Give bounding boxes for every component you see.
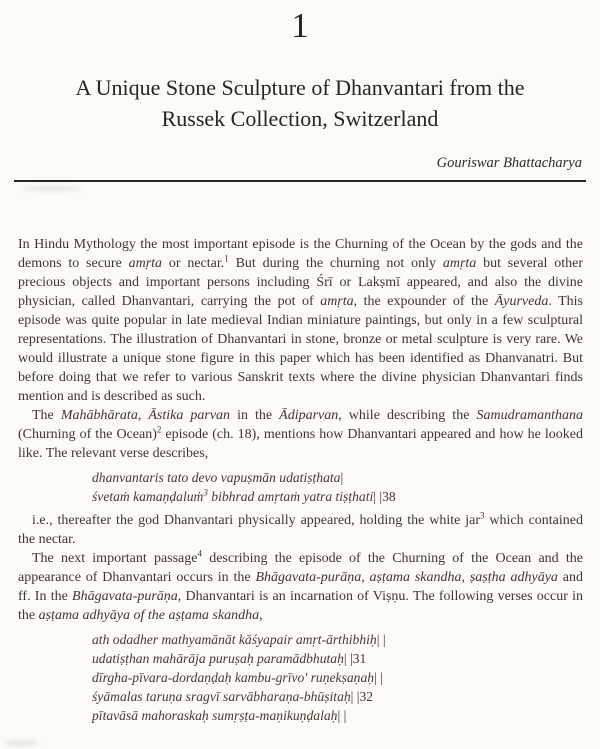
- text-segment: ,: [259, 608, 263, 623]
- page-title-line-2: Russek Collection, Switzerland: [161, 106, 439, 131]
- text-segment: Mahābhārata, Āstika parvan: [60, 408, 231, 423]
- footnote-ref: 3: [203, 487, 208, 498]
- paragraph-translation: [18, 511, 583, 549]
- text-segment: , while describing the: [338, 408, 477, 423]
- text-segment: but several other precious objects and important persons including Śrī or Lakṣmī appeared, and also the divine physician, called Dhanvantari, carrying the pot of: [18, 256, 583, 309]
- text-segment: in the: [230, 408, 280, 423]
- header-rule: [14, 180, 586, 182]
- text-segment: The: [32, 408, 61, 423]
- paragraph-mahabharata: [18, 406, 583, 463]
- text-segment: amṛta: [128, 256, 163, 271]
- text-segment: |: [340, 470, 344, 485]
- chapter-number: 1: [291, 6, 309, 45]
- paragraph-bhagavata: [18, 549, 583, 625]
- text-segment: | |32: [350, 689, 374, 704]
- text-segment: Bhāgavata-purāṇa, aṣṭama skandha, ṣaṣṭha adhyāya: [255, 570, 558, 585]
- page-title-line-1: A Unique Stone Sculpture of Dhanvantari from the: [75, 75, 525, 100]
- author-byline: Gouriswar Bhattacharya: [436, 155, 582, 171]
- text-segment: dīrgha-pīvara-dordaṇḍaḥ kambu-grīvo' ruṇekṣaṇaḥ: [92, 670, 375, 685]
- text-segment: aṣṭama adhyāya of the aṣṭama skandha: [38, 608, 260, 623]
- text-segment: amṛta: [442, 256, 477, 271]
- paragraph-intro: [18, 235, 583, 406]
- text-segment: Āyurveda: [494, 294, 549, 309]
- footnote-ref: 1: [224, 253, 229, 264]
- text-segment: In Hindu Mythology the most important episode is the Churning of the Ocean by the gods and the demons to secure: [18, 237, 583, 271]
- text-segment: The next important passage: [32, 551, 198, 566]
- footnote-ref: 3: [480, 510, 485, 521]
- verse-line: [92, 668, 583, 687]
- verse-line: [92, 706, 583, 725]
- scan-smudge: [4, 740, 38, 746]
- verse-line: [92, 630, 583, 649]
- text-segment: describing the episode of the Churning of the Ocean and the appearance of Dhanvantari occurs in the: [18, 551, 583, 585]
- text-segment: udatiṣṭhan mahārāja puruṣaḥ paramādbhutaḥ: [92, 651, 344, 666]
- text-segment: . This episode was quite popular in late medieval Indian miniature paintings, but only in a few sculptural representations. The illustration of Dhanvantari in stone, bronze or metal sculpture is very rare. We would illustrate a unique stone figure in this paper which has been identified as Dhanvanatri. But before doing that we refer to various Sanskrit texts where the divine physician Dhanvantari finds mention and is described as such.: [18, 294, 583, 404]
- verse-line: [92, 649, 583, 668]
- text-segment: | |31: [343, 651, 367, 666]
- text-segment: i.e., thereafter the god Dhanvantari physically appeared, holding the white jar: [32, 513, 481, 528]
- text-segment: which contained the nectar.: [18, 513, 583, 547]
- text-segment: episode (ch. 18), mentions how Dhanvantari appeared and how he looked like. The relevant verse describes,: [18, 427, 583, 461]
- text-segment: śyāmalas taruṇa sragvī sarvābharaṇa-bhūṣitaḥ: [92, 689, 351, 704]
- footnote-ref: 2: [156, 424, 162, 435]
- text-segment: Ādiparvan: [279, 408, 339, 423]
- footnote-ref: 4: [197, 548, 202, 559]
- text-segment: pītavāsā mahoraskaḥ sumṛṣṭa-maṇikuṇḍalaḥ: [92, 708, 338, 723]
- text-segment: ath odadher mathyamānāt kāśyapair amṛt-ārthibhiḥ: [92, 632, 377, 647]
- verse-line: [92, 468, 583, 487]
- text-segment: | |: [376, 632, 386, 647]
- text-segment: But during the churning not only: [228, 256, 443, 271]
- text-segment: Samudramanthana: [476, 408, 584, 423]
- text-segment: dhanvantaris tato devo vapuṣmān udatiṣṭhata: [92, 470, 341, 485]
- text-segment: or nectar.: [162, 256, 225, 271]
- text-segment: bibhrad amṛtaṁ yatra tiṣṭhati: [207, 489, 374, 504]
- page-title: [30, 72, 570, 134]
- text-segment: , the expounder of the: [353, 294, 495, 309]
- scan-smudge: [22, 186, 82, 191]
- sanskrit-verse-block-2: [92, 630, 583, 725]
- text-segment: and ff. In the: [18, 570, 584, 604]
- verse-line: [92, 487, 583, 506]
- text-segment: | |: [374, 670, 383, 685]
- sanskrit-verse-block-1: [92, 468, 583, 506]
- text-segment: amṛta: [320, 294, 354, 309]
- text-segment: | |: [337, 708, 347, 723]
- text-segment: (Churning of the Ocean): [18, 427, 157, 442]
- text-segment: Bhāgavata-purāṇa: [72, 589, 178, 604]
- article-body: [18, 235, 583, 725]
- text-segment: śvetaṁ kamaṇḍaluṁ: [92, 489, 204, 504]
- text-segment: , Dhanvantari is an incarnation of Viṣṇu. The following verses occur in the: [18, 589, 583, 623]
- verse-line: [92, 687, 583, 706]
- text-segment: | |38: [373, 489, 396, 504]
